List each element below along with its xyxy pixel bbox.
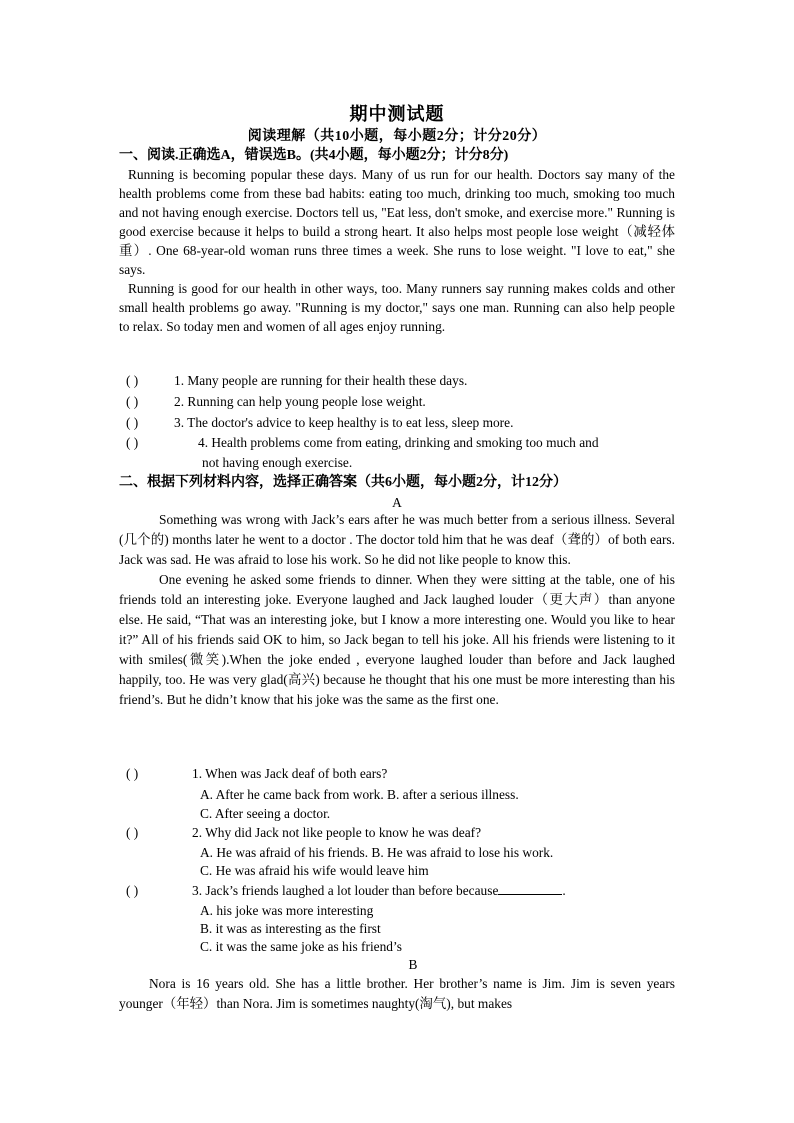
page-title: 期中测试题	[349, 104, 445, 124]
answer-blank[interactable]	[498, 880, 562, 895]
section1-question-1	[126, 371, 467, 391]
option-line: A. After he came back from work. B. after a serious illness.	[200, 787, 519, 802]
answer-paren[interactable]: ( )	[126, 825, 139, 840]
passage-a-letter: A	[392, 495, 402, 510]
section1-question-4-cont: not having enough exercise.	[202, 455, 353, 470]
question-text: 3. Jack’s friends laughed a lot louder than before because	[192, 883, 499, 898]
answer-paren[interactable]: ( )	[126, 766, 139, 781]
section1-paragraph-2: Running is good for our health in other ways, too. Many runners say running makes colds and other small health problems go away. "Running is my doctor," says one man. Running can also help people to relax. So today men and women of all ages enjoy running.	[119, 281, 675, 334]
section1-question-3	[126, 413, 513, 433]
answer-paren[interactable]: ( )	[126, 394, 139, 409]
passage-b-letter: B	[408, 957, 418, 972]
answer-paren[interactable]: ( )	[126, 435, 139, 450]
passage-a-paragraph-1: Something was wrong with Jack’s ears after he was much better from a serious illness. Several (几个的) months later he went to a doctor . The doctor told him that he was deaf（聋的）of both ears. Jack was sad. He was afraid to lose his work. So he did not like people to know this.	[119, 512, 675, 567]
question-text: 3. The doctor's advice to keep healthy is to eat less, sleep more.	[174, 415, 514, 430]
question-text: 2. Running can help young people lose weight.	[174, 394, 426, 409]
question-text: 2. Why did Jack not like people to know he was deaf?	[192, 825, 482, 840]
option-line: A. He was afraid of his friends. B. He was afraid to lose his work.	[200, 845, 554, 860]
section1-paragraph-1: Running is becoming popular these days. Many of us run for our health. Doctors say many of the health problems come from these bad habits: eating too much, drinking too much, smoking too much and not having enough exercise. Doctors tell us, "Eat less, don't smoke, and exercise more." Running is good exercise because it helps to build a strong heart. It also helps most people lose weight（减轻体重）. One 68-year-old woman runs three times a week. She runs to lose weight. "I love to eat," she says.	[119, 167, 675, 277]
passage-a-paragraph-2: One evening he asked some friends to dinner. When they were sitting at the table, one of his friends told an interesting joke. Everyone laughed and Jack laughed louder（更大声）than anyone else. He said, “That was an interesting joke, but I know a more interesting one. Would you like to hear it?” All of his friends said OK to him, so Jack began to tell his joke. All his friends were listening to it with smiles(微笑).When the joke ended , everyone laughed louder than before and Jack laughed happily, too. He was very glad(高兴) because he thought that his one must be more interesting than his friend’s. But he didn’t know that his joke was the same as the first one.	[119, 572, 675, 707]
passage-b	[119, 974, 675, 1014]
answer-paren[interactable]: ( )	[126, 883, 139, 898]
option-line: B. it was as interesting as the first	[200, 921, 381, 936]
option-line: C. it was the same joke as his friend’s	[200, 939, 402, 954]
question-text: 1. When was Jack deaf of both ears?	[192, 766, 388, 781]
passage-a	[119, 510, 675, 710]
period: .	[562, 883, 566, 898]
passage-a-question-3	[126, 880, 566, 901]
option-line: A. his joke was more interesting	[200, 903, 374, 918]
section1-question-2	[126, 392, 426, 412]
section2-heading: 二、根据下列材料内容，选择正确答案（共6小题，每小题2分，计12分）	[119, 475, 567, 490]
question-text: 1. Many people are running for their health these days.	[174, 373, 468, 388]
section1	[119, 146, 675, 336]
page-subtitle: 阅读理解（共10小题，每小题2分；计分20分）	[247, 129, 547, 144]
option-line: C. After seeing a doctor.	[200, 806, 331, 821]
section1-question-4	[126, 433, 599, 453]
option-line: C. He was afraid his wife would leave him	[200, 863, 429, 878]
passage-b-paragraph-1: Nora is 16 years old. She has a little brother. Her brother’s name is Jim. Jim is seven years younger（年轻）than Nora. Jim is sometimes naughty(淘气), but makes	[119, 976, 675, 1011]
section2	[119, 473, 675, 492]
passage-a-question-1	[126, 764, 387, 784]
question-text: 4. Health problems come from eating, drinking and smoking too much and	[198, 435, 599, 450]
answer-paren[interactable]: ( )	[126, 373, 139, 388]
section1-heading: 一、阅读.正确选A，错误选B。(共4小题，每小题2分；计分8分)	[119, 148, 509, 163]
answer-paren[interactable]: ( )	[126, 415, 139, 430]
passage-a-question-2	[126, 823, 481, 843]
